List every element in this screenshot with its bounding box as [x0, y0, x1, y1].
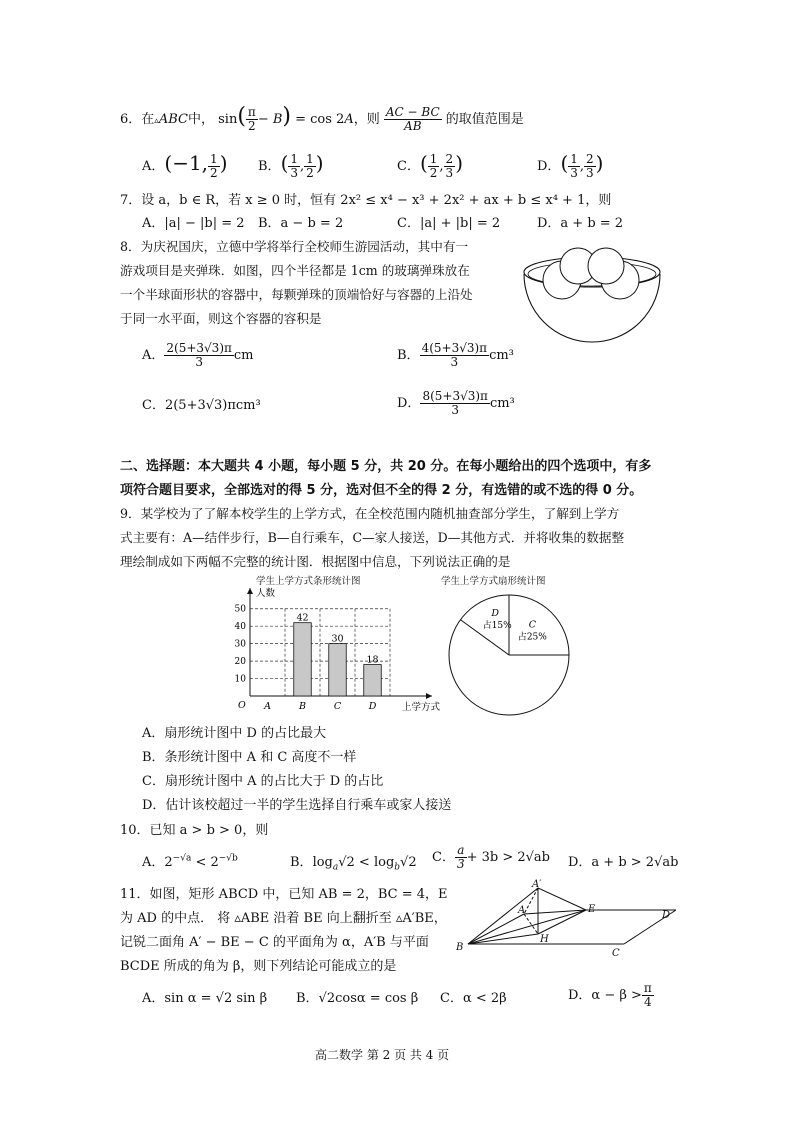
data-label-B: 42 — [296, 612, 309, 624]
x-axis-label: 上学方式 — [402, 702, 440, 713]
q8-option-c: C．2(5+3√3)πcm³ — [142, 398, 261, 413]
fig-label-d: D — [662, 910, 671, 921]
q10-option-a: A．$2^{-√a} < 2^{-√b}$ — [142, 853, 238, 870]
y-axis-label: 人数 — [256, 588, 276, 599]
q6-option-c: C．( $\frac{1}{2}$ , $\frac{2}{3}$ ) — [397, 151, 463, 180]
q11-line-2: 为 AD 的中点． 将 ▵ABE 沿着 BE 向上翻折至 ▵A′BE， — [120, 911, 447, 926]
q8-line-1: 8．为庆祝国庆，立德中学将举行全校师生游园活动，其中有一 — [120, 239, 469, 254]
x-tick-label: B — [299, 701, 306, 712]
q6-pi-half: $\frac{\pi}{2}$ — [247, 105, 256, 133]
q9-line-3: 理绘制成如下两幅不完整的统计图．根据图中信息，下列说法正确的是 — [120, 554, 511, 569]
pie-chart — [446, 592, 572, 718]
q8-option-d: D． $\frac{8(5+3√3)\pi}{3}$ cm³ — [397, 389, 515, 417]
fig-label-e: E — [588, 904, 596, 915]
data-label-D: 18 — [366, 654, 379, 666]
q9-option-b: B．条形统计图中 A 和 C 高度不一样 — [142, 750, 357, 765]
fig-label-a-prime: A′ — [532, 879, 542, 890]
slice-name-D: D — [491, 607, 500, 619]
q6-option-d: D．( $\frac{1}{3}$ , $\frac{2}{3}$ ) — [537, 151, 604, 180]
folded-rectangle-figure — [452, 878, 684, 962]
bar-chart — [220, 586, 440, 716]
bar-chart-title: 学生上学方式条形统计图 — [256, 576, 361, 587]
q7-option-c: C．|a| + |b| = 2 — [397, 216, 501, 231]
y-tick-label: 50 — [234, 604, 246, 615]
q6-option-b: B．( $\frac{1}{3}$ , $\frac{1}{2}$ ) — [258, 151, 324, 180]
q6-stem: 6．在▵ABC中， sin( $\frac{\pi}{2}$ − B) = cos 2A，则 $\frac{AC - BC}{AB}$ 的取值范围是 — [120, 104, 524, 133]
page-footer: 高二数学 第 2 页 共 4 页 — [315, 1048, 450, 1062]
y-tick-label: 40 — [234, 622, 246, 633]
q11-option-d: D．α − β > $\frac{\pi}{4}$ — [568, 981, 652, 1009]
q9-line-1: 9．某学校为了了解本校学生的上学方式，在全校范围内随机抽查部分学生，了解到上学方 — [120, 506, 620, 521]
q8-line-4: 于同一水平面，则这个容器的容积是 — [120, 311, 322, 326]
q10-stem: 10．已知 a > b > 0，则 — [120, 823, 269, 838]
q11-option-c: C．α < 2β — [440, 991, 507, 1006]
q7-stem: 7．设 a，b ∈ R，若 x ≥ 0 时，恒有 2x² ≤ x⁴ − x³ + 2x² + ax + b ≤ x⁴ + 1，则 — [120, 193, 612, 208]
x-tick-label: C — [333, 701, 342, 712]
q11-line-1: 11．如图，矩形 ABCD 中，已知 AB = 2，BC = 4，E — [120, 887, 448, 902]
q7-option-b: B．a − b = 2 — [258, 216, 344, 231]
q11-line-3: 记锐二面角 A′ − BE − C 的平面角为 α，A′B 与平面 — [120, 935, 429, 950]
q8-option-b: B． $\frac{4(5+3√3)\pi}{3}$ cm³ — [397, 341, 514, 369]
q6-ratio: $\frac{AC - BC}{AB}$ — [385, 105, 440, 133]
q9-option-c: C．扇形统计图中 A 的占比大于 D 的占比 — [142, 774, 384, 789]
fig-label-a: A — [518, 905, 526, 916]
fig-label-b: B — [456, 942, 464, 953]
y-tick-label: 10 — [234, 674, 246, 685]
slice-name-C: C — [528, 619, 536, 631]
origin-label: O — [238, 700, 246, 711]
q8-option-a: A． $\frac{2(5+3√3)\pi}{3}$ cm — [142, 341, 254, 369]
hemisphere-bowl-figure — [518, 232, 666, 344]
q9-option-a: A．扇形统计图中 D 的占比最大 — [142, 726, 327, 741]
q10-option-d: D．a + b > 2√ab — [568, 855, 679, 870]
q8-line-2: 游戏项目是夹弹珠．如图，四个半径都是 1cm 的玻璃弹珠放在 — [120, 263, 470, 278]
fig-label-c: C — [612, 948, 620, 959]
fig-label-h: H — [540, 934, 549, 945]
pie-chart-title: 学生上学方式扇形统计图 — [441, 576, 546, 587]
q7-option-a: A．|a| − |b| = 2 — [142, 216, 245, 231]
q6-number: 6． — [120, 112, 142, 127]
q6-option-a: A．(−1, $\frac{1}{2}$ ) — [142, 151, 228, 180]
x-tick-label: D — [368, 701, 377, 712]
x-axis-arrow — [426, 693, 432, 699]
q9-line-2: 式主要有：A—结伴步行，B—自行乘车，C—家人接送，D—其他方式．并将收集的数据整 — [120, 530, 625, 545]
bar-D — [364, 665, 382, 696]
q10-option-b: B．$\log_a√2 < \log_b√2$ — [290, 855, 417, 873]
q11-option-a: A．sin α = √2 sin β — [142, 991, 268, 1006]
q10-option-c: C． $\frac{a}{3}$ + 3b > 2√ab — [432, 843, 550, 871]
section-2-header-line-1: 二、选择题：本大题共 4 小题，每小题 5 分，共 20 分。在每小题给出的四个选项中，有多 — [120, 459, 652, 474]
bar-C — [329, 644, 347, 696]
q8-line-3: 一个半球面形状的容器中，每颗弹珠的顶端恰好与容器的上沿处 — [120, 287, 473, 302]
q11-option-b: B．√2cosα = cos β — [296, 991, 419, 1006]
q11-line-4: BCDE 所成的角为 β，则下列结论可能成立的是 — [120, 959, 397, 974]
slice-label-C: 占25% — [517, 632, 547, 643]
q7-option-d: D．a + b = 2 — [537, 216, 624, 231]
q9-option-d: D．估计该校超过一半的学生选择自行乘车或家人接送 — [142, 798, 452, 813]
section-2-header-line-2: 项符合题目要求，全部选对的得 5 分，选对但不全的得 2 分，有选错的或不选的得 0 分。 — [120, 483, 643, 498]
bar-B — [294, 623, 312, 696]
y-axis-arrow — [247, 588, 253, 594]
y-tick-label: 30 — [234, 639, 246, 650]
y-tick-label: 20 — [234, 657, 246, 668]
slice-label-D: 占15% — [482, 620, 512, 631]
x-tick-label: A — [264, 701, 271, 712]
data-label-C: 30 — [331, 633, 344, 645]
